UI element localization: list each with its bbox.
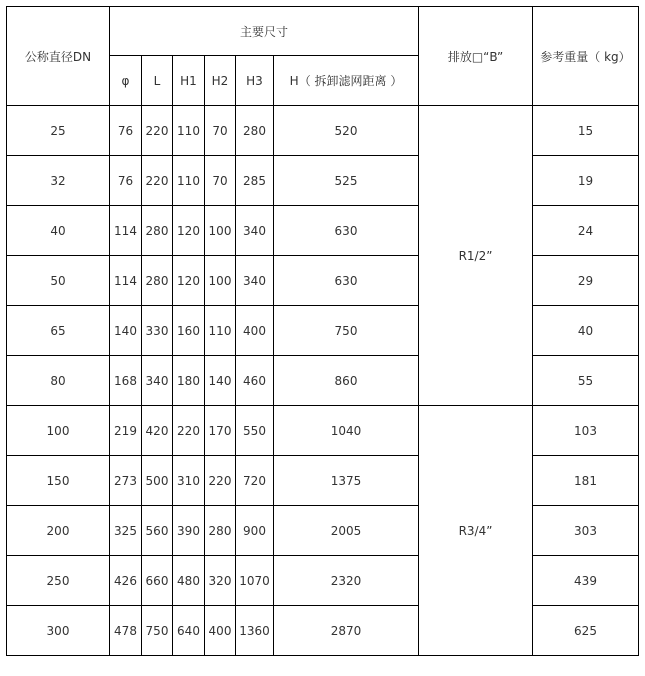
cell-h: 1040 [274, 406, 419, 456]
spec-table [6, 6, 639, 656]
cell-h: 2870 [274, 606, 419, 656]
cell-h3: 340 [236, 256, 274, 306]
cell-h3: 720 [236, 456, 274, 506]
cell-h1: 110 [173, 156, 205, 206]
table-row [7, 456, 639, 506]
header-l: L [142, 56, 173, 106]
table-row [7, 206, 639, 256]
cell-l: 560 [142, 506, 173, 556]
cell-h1: 120 [173, 206, 205, 256]
cell-phi: 76 [110, 156, 142, 206]
cell-h1: 180 [173, 356, 205, 406]
cell-dn: 32 [7, 156, 110, 206]
table-row [7, 356, 639, 406]
cell-weight: 303 [533, 506, 639, 556]
cell-h1: 120 [173, 256, 205, 306]
cell-h: 2005 [274, 506, 419, 556]
header-h1: H1 [173, 56, 205, 106]
cell-l: 340 [142, 356, 173, 406]
cell-phi: 114 [110, 256, 142, 306]
table-row [7, 606, 639, 656]
cell-h2: 280 [205, 506, 236, 556]
cell-h: 1375 [274, 456, 419, 506]
cell-weight: 40 [533, 306, 639, 356]
cell-l: 330 [142, 306, 173, 356]
cell-phi: 114 [110, 206, 142, 256]
cell-dn: 65 [7, 306, 110, 356]
cell-h2: 110 [205, 306, 236, 356]
cell-dn: 50 [7, 256, 110, 306]
cell-phi: 219 [110, 406, 142, 456]
cell-h2: 100 [205, 256, 236, 306]
table-row [7, 506, 639, 556]
cell-l: 420 [142, 406, 173, 456]
cell-h1: 310 [173, 456, 205, 506]
cell-h3: 285 [236, 156, 274, 206]
header-h-removal: H（ 拆卸滤网距离 ） [274, 56, 419, 106]
table-row [7, 106, 639, 156]
cell-h1: 220 [173, 406, 205, 456]
cell-h3: 1360 [236, 606, 274, 656]
cell-h1: 480 [173, 556, 205, 606]
cell-weight: 181 [533, 456, 639, 506]
cell-phi: 76 [110, 106, 142, 156]
cell-h1: 390 [173, 506, 205, 556]
header-dn: 公称直径DN [7, 7, 110, 106]
header-main-dims: 主要尺寸 [110, 7, 419, 56]
cell-dn: 40 [7, 206, 110, 256]
header-h3: H3 [236, 56, 274, 106]
cell-h3: 460 [236, 356, 274, 406]
cell-dn: 100 [7, 406, 110, 456]
cell-weight: 103 [533, 406, 639, 456]
cell-h3: 900 [236, 506, 274, 556]
cell-h2: 70 [205, 106, 236, 156]
cell-weight: 55 [533, 356, 639, 406]
cell-h2: 70 [205, 156, 236, 206]
cell-phi: 426 [110, 556, 142, 606]
cell-phi: 273 [110, 456, 142, 506]
cell-dn: 300 [7, 606, 110, 656]
cell-l: 220 [142, 106, 173, 156]
cell-h: 750 [274, 306, 419, 356]
cell-l: 750 [142, 606, 173, 656]
cell-weight: 29 [533, 256, 639, 306]
cell-dn: 200 [7, 506, 110, 556]
cell-h3: 1070 [236, 556, 274, 606]
cell-h3: 340 [236, 206, 274, 256]
cell-h2: 320 [205, 556, 236, 606]
cell-h2: 140 [205, 356, 236, 406]
cell-dn: 250 [7, 556, 110, 606]
header-h2: H2 [205, 56, 236, 106]
table-row [7, 556, 639, 606]
cell-dn: 25 [7, 106, 110, 156]
table-row [7, 306, 639, 356]
cell-weight: 24 [533, 206, 639, 256]
cell-drain: R3/4” [419, 406, 533, 656]
cell-weight: 19 [533, 156, 639, 206]
header-drain: 排放□“B” [419, 7, 533, 106]
header-phi: φ [110, 56, 142, 106]
cell-phi: 325 [110, 506, 142, 556]
cell-l: 660 [142, 556, 173, 606]
cell-h: 860 [274, 356, 419, 406]
cell-h: 630 [274, 256, 419, 306]
cell-h: 520 [274, 106, 419, 156]
cell-h1: 640 [173, 606, 205, 656]
table-row [7, 406, 639, 456]
cell-dn: 150 [7, 456, 110, 506]
cell-h: 630 [274, 206, 419, 256]
cell-l: 500 [142, 456, 173, 506]
cell-weight: 15 [533, 106, 639, 156]
cell-h1: 110 [173, 106, 205, 156]
cell-h2: 170 [205, 406, 236, 456]
cell-h: 525 [274, 156, 419, 206]
cell-l: 280 [142, 206, 173, 256]
cell-weight: 439 [533, 556, 639, 606]
cell-phi: 140 [110, 306, 142, 356]
header-weight: 参考重量（ kg） [533, 7, 639, 106]
cell-dn: 80 [7, 356, 110, 406]
cell-phi: 478 [110, 606, 142, 656]
cell-weight: 625 [533, 606, 639, 656]
cell-drain: R1/2” [419, 106, 533, 406]
cell-h1: 160 [173, 306, 205, 356]
cell-h3: 400 [236, 306, 274, 356]
cell-h2: 220 [205, 456, 236, 506]
cell-phi: 168 [110, 356, 142, 406]
cell-h2: 100 [205, 206, 236, 256]
cell-h: 2320 [274, 556, 419, 606]
table-row [7, 256, 639, 306]
cell-h3: 280 [236, 106, 274, 156]
cell-h2: 400 [205, 606, 236, 656]
cell-l: 220 [142, 156, 173, 206]
table-row [7, 156, 639, 206]
cell-h3: 550 [236, 406, 274, 456]
cell-l: 280 [142, 256, 173, 306]
